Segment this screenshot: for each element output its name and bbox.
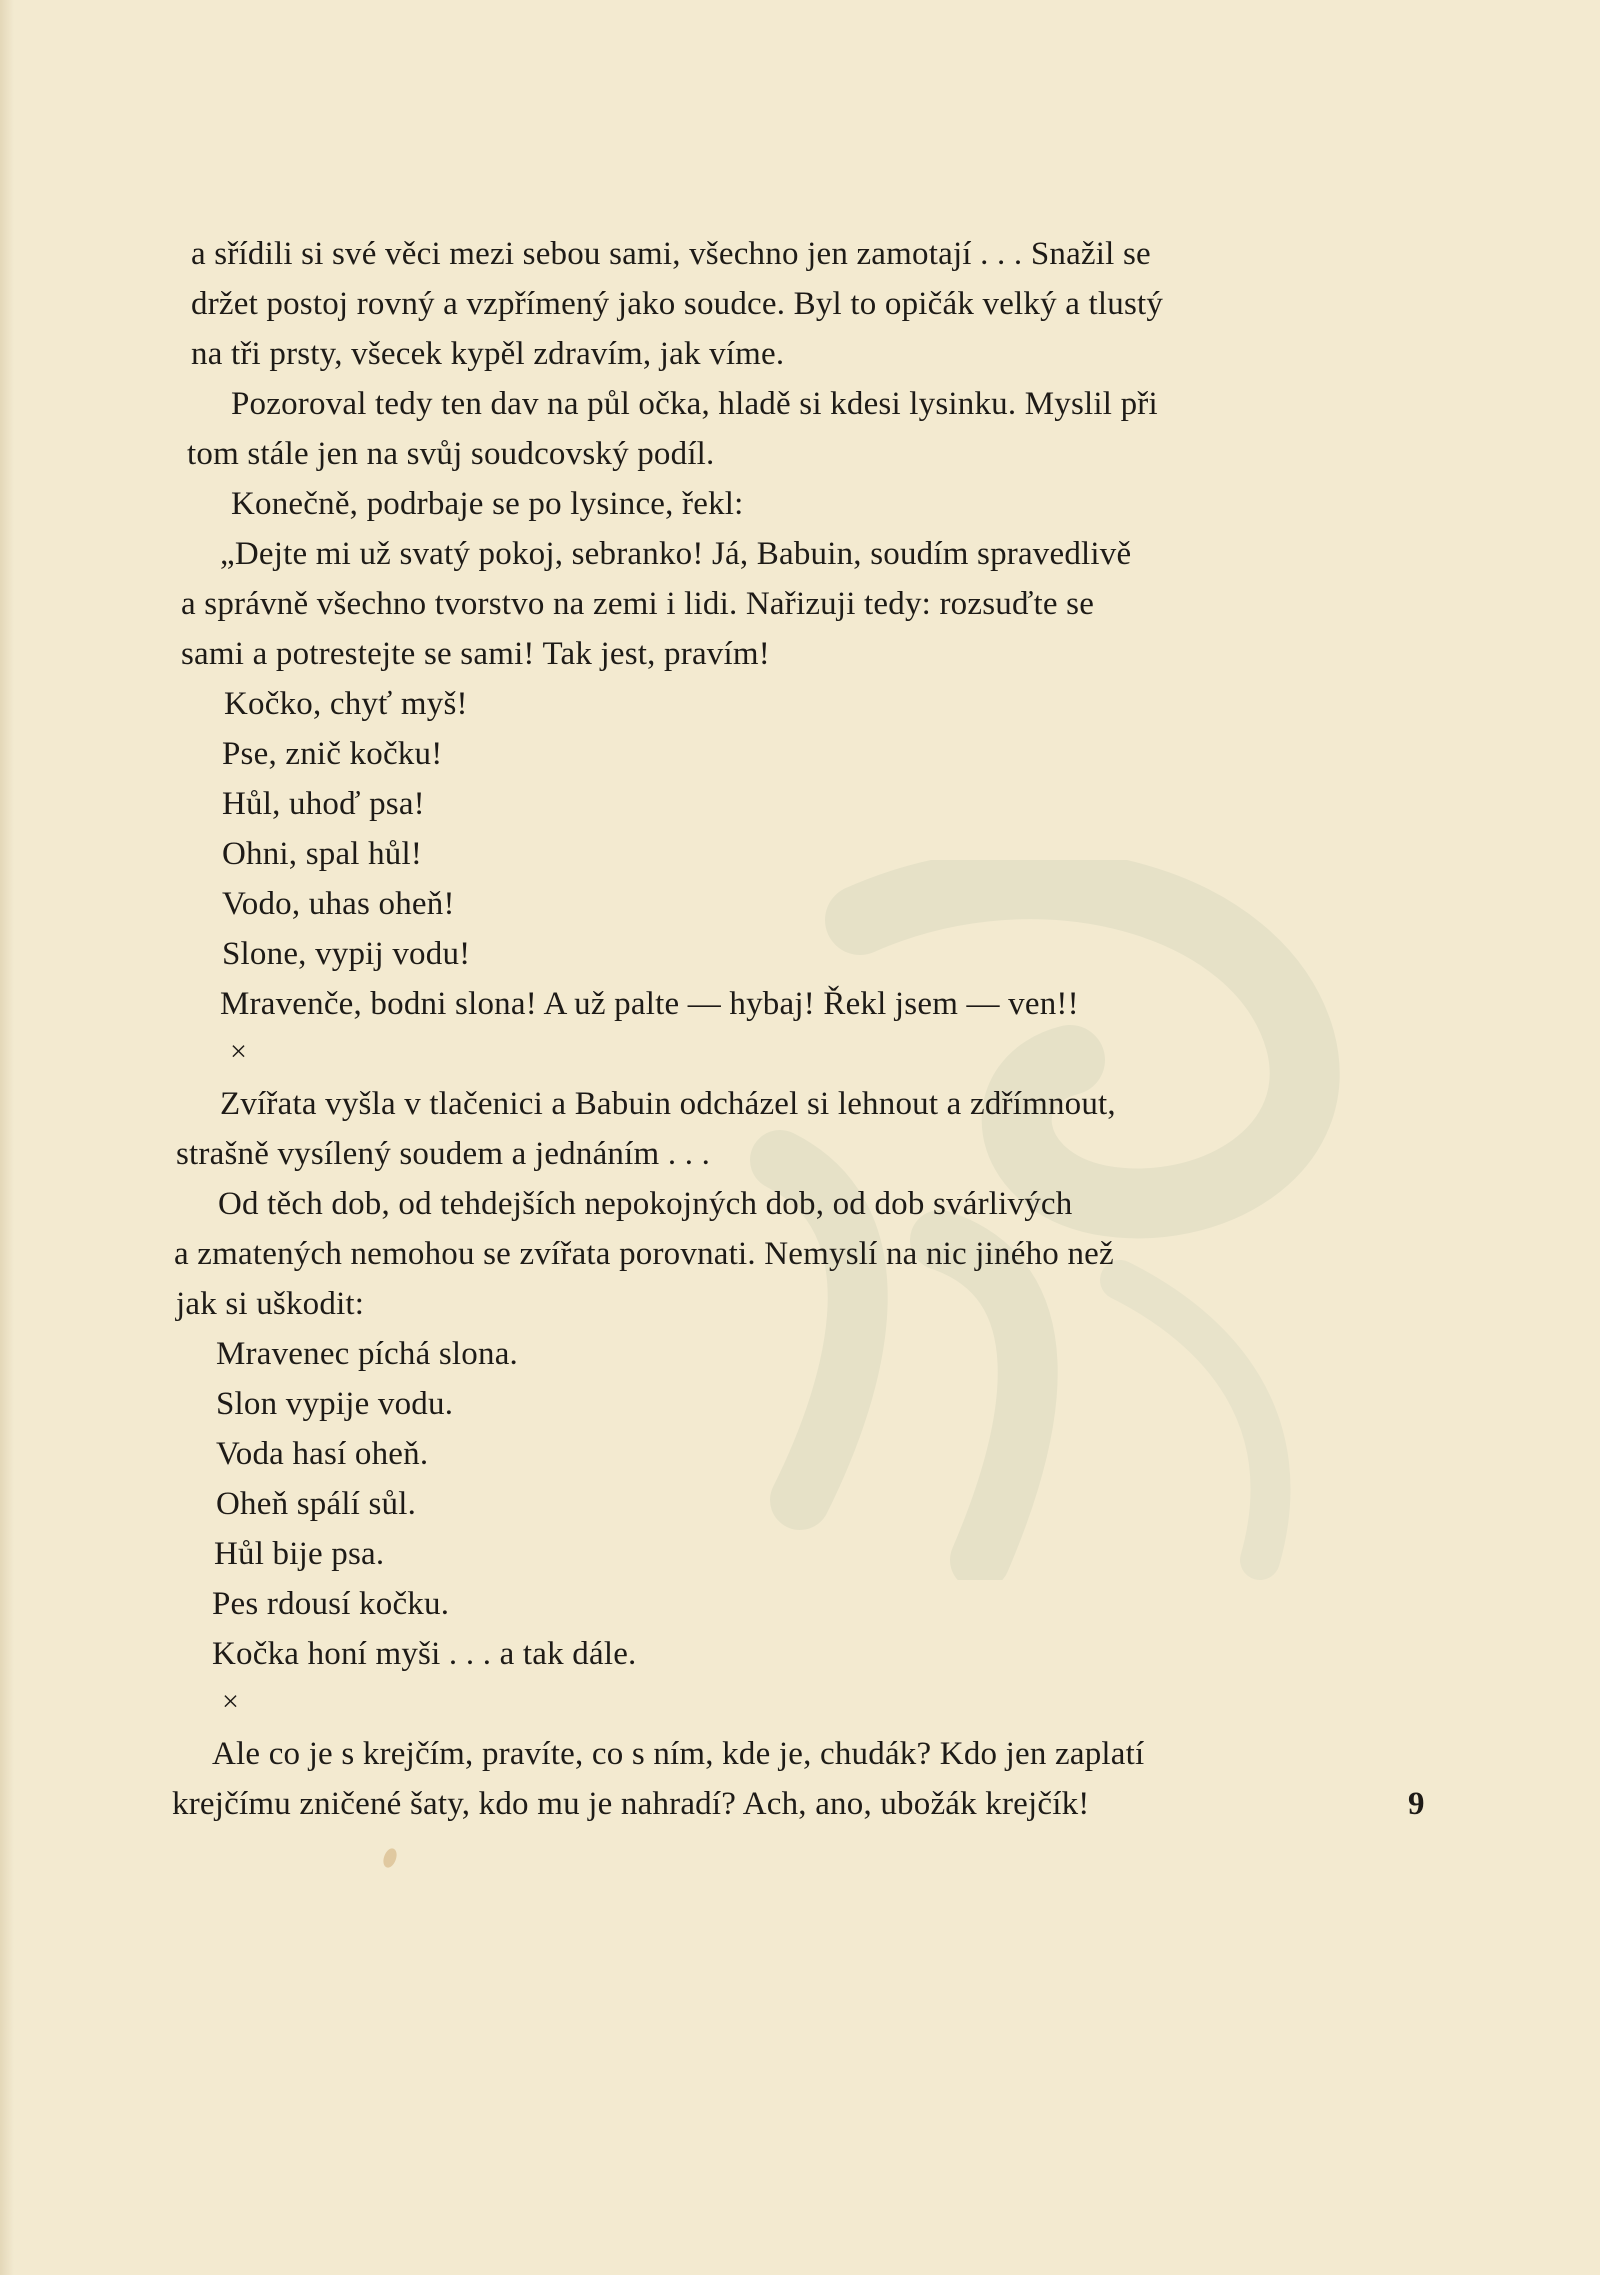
text-line: Kočko, chyť myš!	[224, 686, 468, 722]
text-line: Konečně, podrbaje se po lysince, řekl:	[231, 486, 744, 522]
text-line: Pse, znič kočku!	[222, 736, 443, 772]
text-line: Ale co je s krejčím, pravíte, co s ním, kde je, chudák? Kdo jen zaplatí	[212, 1736, 1145, 1772]
section-separator: ×	[222, 1685, 240, 1718]
text-line: Mravenče, bodni slona! A už palte — hybaj! Řekl jsem — ven!!	[220, 986, 1079, 1022]
text-line: držet postoj rovný a vzpřímený jako soudce. Byl to opičák velký a tlustý	[191, 286, 1164, 322]
text-line: Vodo, uhas oheň!	[222, 886, 455, 922]
text-line: a sřídili si své věci mezi sebou sami, všechno jen zamotají . . . Snažil se	[191, 236, 1151, 272]
page-edge	[0, 0, 14, 2275]
text-line: Zvířata vyšla v tlačenici a Babuin odcházel si lehnout a zdřímnout,	[220, 1086, 1116, 1122]
section-separator: ×	[230, 1035, 248, 1068]
text-line: a zmatených nemohou se zvířata porovnati. Nemyslí na nic jiného než	[174, 1236, 1114, 1272]
text-line: sami a potrestejte se sami! Tak jest, pravím!	[181, 636, 770, 672]
text-line: Hůl bije psa.	[214, 1536, 385, 1572]
ink-spot	[381, 1847, 399, 1870]
text-line: Oheň spálí sůl.	[216, 1486, 417, 1522]
text-line: Pozoroval tedy ten dav na půl očka, hladě si kdesi lysinku. Myslil při	[231, 386, 1158, 422]
text-line: na tři prsty, všecek kypěl zdravím, jak víme.	[191, 336, 785, 372]
text-line: Pes rdousí kočku.	[212, 1586, 450, 1622]
text-line: „Dejte mi už svatý pokoj, sebranko! Já, Babuin, soudím spravedlivě	[220, 536, 1132, 572]
text-line: strašně vysílený soudem a jednáním . . .	[176, 1136, 711, 1172]
text-line: Ohni, spal hůl!	[222, 836, 423, 872]
text-line: Hůl, uhoď psa!	[222, 786, 425, 822]
text-line: jak si uškodit:	[176, 1286, 365, 1322]
text-line: Slon vypije vodu.	[216, 1386, 454, 1422]
text-line: Slone, vypij vodu!	[222, 936, 471, 972]
text-line: a správně všechno tvorstvo na zemi i lidi. Nařizuji tedy: rozsuďte se	[181, 586, 1095, 622]
text-line: krejčímu zničené šaty, kdo mu je nahradí? Ach, ano, ubožák krejčík!	[172, 1786, 1090, 1822]
text-line: Voda hasí oheň.	[216, 1436, 429, 1472]
text-line: Od těch dob, od tehdejších nepokojných dob, od dob svárlivých	[218, 1186, 1073, 1222]
page-number: 9	[1408, 1786, 1425, 1822]
text-line: Kočka honí myši . . . a tak dále.	[212, 1636, 637, 1672]
text-line: Mravenec píchá slona.	[216, 1336, 518, 1372]
text-line: tom stále jen na svůj soudcovský podíl.	[187, 436, 715, 472]
